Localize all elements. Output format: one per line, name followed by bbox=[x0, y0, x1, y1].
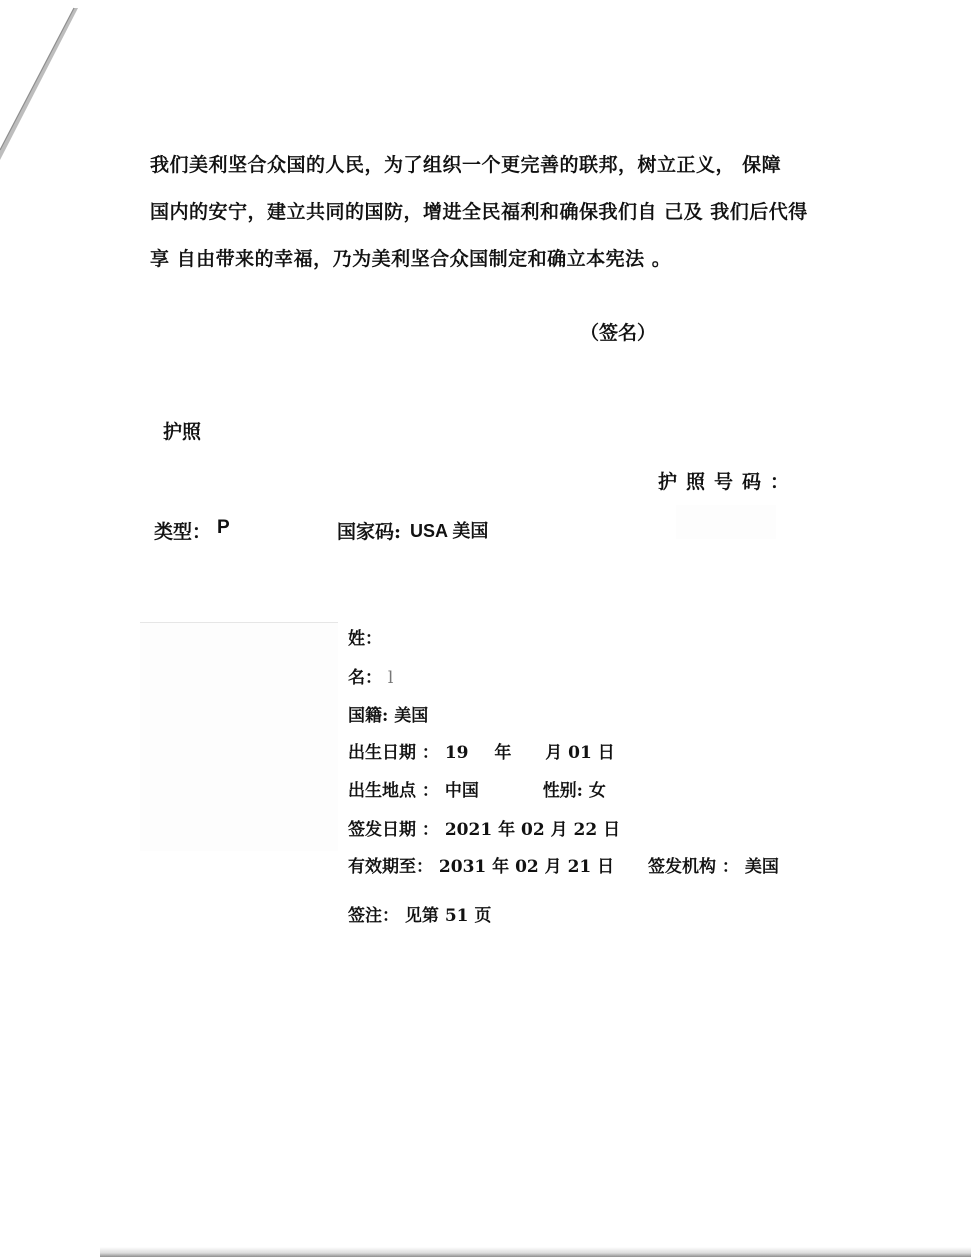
scan-bottom-edge bbox=[100, 1247, 971, 1257]
redacted-photo-area bbox=[140, 622, 338, 851]
dob-month-day: 月 01 日 bbox=[545, 743, 615, 763]
sex-label: 性别: bbox=[542, 781, 583, 801]
endorsement-field bbox=[348, 901, 491, 926]
given-name-field bbox=[348, 663, 393, 688]
expiry-field bbox=[348, 852, 779, 877]
dob-year-partial: 19 bbox=[444, 743, 469, 763]
surname-label: 姓： bbox=[348, 629, 382, 649]
preamble-line: 国内的安宁，建立共同的国防，增进全民福利和确保我们自 己及 我们后代得 bbox=[150, 201, 808, 223]
nationality-label: 国籍: bbox=[348, 706, 389, 726]
issue-date-label: 签发日期 ： bbox=[348, 820, 439, 840]
pob-label: 出生地点 ： bbox=[348, 781, 439, 801]
place-of-birth-field bbox=[348, 776, 606, 801]
authority-label: 签发机构 ： bbox=[648, 857, 739, 877]
type-value: P bbox=[217, 517, 230, 538]
nationality-field bbox=[348, 701, 428, 726]
authority-value: 美国 bbox=[744, 857, 779, 877]
endorsement-value: 见第 51 页 bbox=[404, 906, 492, 926]
expiry-label: 有效期至： bbox=[348, 857, 433, 877]
dob-label: 出生日期 ： bbox=[348, 743, 439, 763]
passport-heading: 护照 bbox=[163, 421, 202, 443]
pob-value: 中国 bbox=[444, 781, 479, 801]
passport-number-label: 护照号码： bbox=[658, 471, 799, 493]
surname-field bbox=[348, 624, 382, 649]
issue-date-value: 2021 年 02 月 22 日 bbox=[444, 820, 621, 840]
signature-label: （签名） bbox=[580, 322, 657, 344]
constitution-preamble bbox=[150, 142, 850, 283]
page-corner-fold bbox=[0, 0, 90, 180]
preamble-line: 享 自由带来的幸福，乃为美利坚合众国制定和确立本宪法 。 bbox=[150, 248, 672, 270]
sex-value: 女 bbox=[588, 781, 606, 801]
given-name-label: 名： bbox=[348, 668, 382, 688]
dob-year-char: 年 bbox=[494, 743, 512, 763]
country-code-value: USA 美国 bbox=[410, 521, 489, 541]
type-label: 类型： bbox=[154, 521, 212, 543]
endorsement-label: 签注： bbox=[348, 906, 399, 926]
issue-date-field bbox=[348, 815, 620, 840]
nationality-value: 美国 bbox=[394, 706, 429, 726]
country-code-label: 国家码: bbox=[337, 521, 402, 543]
expiry-value: 2031 年 02 月 21 日 bbox=[438, 857, 615, 877]
given-name-value: l bbox=[387, 668, 394, 688]
date-of-birth-field bbox=[348, 738, 615, 763]
redacted-passport-number bbox=[676, 505, 776, 539]
preamble-line: 我们美利坚合众国的人民，为了组织一个更完善的联邦，树立正义， 保障 bbox=[150, 154, 782, 176]
